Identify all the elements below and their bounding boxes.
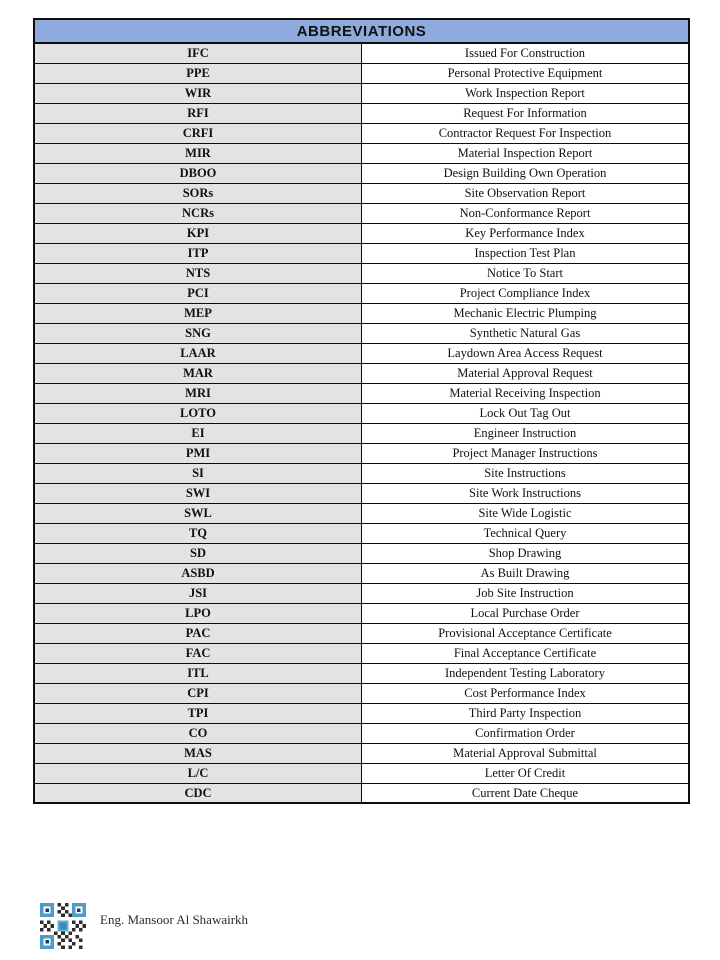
table-title: ABBREVIATIONS <box>34 19 689 43</box>
meaning-cell: Material Inspection Report <box>362 143 690 163</box>
meaning-cell: Request For Information <box>362 103 690 123</box>
abbreviations-table <box>33 18 690 804</box>
abbreviation-cell: MAR <box>34 363 362 383</box>
meaning-cell: Project Compliance Index <box>362 283 690 303</box>
meaning-cell: Final Acceptance Certificate <box>362 643 690 663</box>
meaning-cell: Material Approval Request <box>362 363 690 383</box>
table-header-row <box>34 19 689 43</box>
abbreviation-cell: NCRs <box>34 203 362 223</box>
abbreviation-cell: TPI <box>34 703 362 723</box>
table-row <box>34 403 689 423</box>
table-row <box>34 423 689 443</box>
table-row <box>34 483 689 503</box>
table-row <box>34 283 689 303</box>
meaning-cell: Work Inspection Report <box>362 83 690 103</box>
table-row <box>34 143 689 163</box>
abbreviation-cell: WIR <box>34 83 362 103</box>
meaning-cell: Design Building Own Operation <box>362 163 690 183</box>
abbreviation-cell: PAC <box>34 623 362 643</box>
table-row <box>34 43 689 63</box>
table-row <box>34 763 689 783</box>
abbreviation-cell: SWL <box>34 503 362 523</box>
abbreviation-cell: NTS <box>34 263 362 283</box>
abbreviation-cell: CRFI <box>34 123 362 143</box>
table-row <box>34 603 689 623</box>
table-row <box>34 83 689 103</box>
meaning-cell: Mechanic Electric Plumping <box>362 303 690 323</box>
table-row <box>34 523 689 543</box>
abbreviation-cell: CO <box>34 723 362 743</box>
abbreviation-cell: JSI <box>34 583 362 603</box>
table-row <box>34 563 689 583</box>
table-row <box>34 163 689 183</box>
meaning-cell: Site Instructions <box>362 463 690 483</box>
table-row <box>34 363 689 383</box>
meaning-cell: Technical Query <box>362 523 690 543</box>
abbreviation-cell: RFI <box>34 103 362 123</box>
table-row <box>34 183 689 203</box>
abbreviation-cell: PMI <box>34 443 362 463</box>
table-row <box>34 463 689 483</box>
meaning-cell: Site Work Instructions <box>362 483 690 503</box>
table-row <box>34 703 689 723</box>
abbreviation-cell: MAS <box>34 743 362 763</box>
abbreviation-cell: EI <box>34 423 362 443</box>
abbreviation-cell: SWI <box>34 483 362 503</box>
table-row <box>34 343 689 363</box>
meaning-cell: Key Performance Index <box>362 223 690 243</box>
table-row <box>34 683 689 703</box>
abbreviation-cell: MRI <box>34 383 362 403</box>
table-row <box>34 623 689 643</box>
abbreviation-cell: ASBD <box>34 563 362 583</box>
table-row <box>34 503 689 523</box>
meaning-cell: Provisional Acceptance Certificate <box>362 623 690 643</box>
footer <box>40 903 248 949</box>
abbreviation-cell: MIR <box>34 143 362 163</box>
author-name: Eng. Mansoor Al Shawairkh <box>100 912 249 927</box>
abbreviation-cell: CPI <box>34 683 362 703</box>
abbreviation-cell: IFC <box>34 43 362 63</box>
meaning-cell: Confirmation Order <box>362 723 690 743</box>
abbreviation-cell: MEP <box>34 303 362 323</box>
abbreviation-cell: CDC <box>34 783 362 803</box>
meaning-cell: Current Date Cheque <box>362 783 690 803</box>
table-row <box>34 583 689 603</box>
abbreviation-cell: PCI <box>34 283 362 303</box>
abbreviation-cell: LOTO <box>34 403 362 423</box>
meaning-cell: Contractor Request For Inspection <box>362 123 690 143</box>
table-row <box>34 783 689 803</box>
abbreviation-cell: LAAR <box>34 343 362 363</box>
meaning-cell: Notice To Start <box>362 263 690 283</box>
meaning-cell: Non-Conformance Report <box>362 203 690 223</box>
table-row <box>34 123 689 143</box>
qr-code-icon <box>40 903 86 949</box>
meaning-cell: Lock Out Tag Out <box>362 403 690 423</box>
meaning-cell: Project Manager Instructions <box>362 443 690 463</box>
meaning-cell: Letter Of Credit <box>362 763 690 783</box>
table-row <box>34 743 689 763</box>
abbreviation-cell: SD <box>34 543 362 563</box>
table-body <box>34 43 689 803</box>
table-row <box>34 643 689 663</box>
abbreviation-cell: ITL <box>34 663 362 683</box>
abbreviation-cell: TQ <box>34 523 362 543</box>
table-row <box>34 383 689 403</box>
table-row <box>34 543 689 563</box>
meaning-cell: Independent Testing Laboratory <box>362 663 690 683</box>
meaning-cell: Engineer Instruction <box>362 423 690 443</box>
table-row <box>34 303 689 323</box>
meaning-cell: Shop Drawing <box>362 543 690 563</box>
meaning-cell: Material Approval Submittal <box>362 743 690 763</box>
abbreviation-cell: FAC <box>34 643 362 663</box>
abbreviation-cell: KPI <box>34 223 362 243</box>
table-row <box>34 723 689 743</box>
abbreviation-cell: L/C <box>34 763 362 783</box>
table-row <box>34 63 689 83</box>
abbreviation-cell: SORs <box>34 183 362 203</box>
meaning-cell: Inspection Test Plan <box>362 243 690 263</box>
table-row <box>34 203 689 223</box>
meaning-cell: Third Party Inspection <box>362 703 690 723</box>
table-row <box>34 223 689 243</box>
meaning-cell: Issued For Construction <box>362 43 690 63</box>
table-row <box>34 663 689 683</box>
abbreviation-cell: SI <box>34 463 362 483</box>
table-row <box>34 443 689 463</box>
meaning-cell: Job Site Instruction <box>362 583 690 603</box>
table-row <box>34 263 689 283</box>
meaning-cell: Laydown Area Access Request <box>362 343 690 363</box>
meaning-cell: Synthetic Natural Gas <box>362 323 690 343</box>
table-row <box>34 243 689 263</box>
meaning-cell: Personal Protective Equipment <box>362 63 690 83</box>
abbreviation-cell: LPO <box>34 603 362 623</box>
meaning-cell: Site Wide Logistic <box>362 503 690 523</box>
abbreviation-cell: PPE <box>34 63 362 83</box>
abbreviation-cell: SNG <box>34 323 362 343</box>
abbreviation-cell: ITP <box>34 243 362 263</box>
meaning-cell: As Built Drawing <box>362 563 690 583</box>
table-row <box>34 323 689 343</box>
table-row <box>34 103 689 123</box>
abbreviation-cell: DBOO <box>34 163 362 183</box>
meaning-cell: Cost Performance Index <box>362 683 690 703</box>
meaning-cell: Local Purchase Order <box>362 603 690 623</box>
meaning-cell: Site Observation Report <box>362 183 690 203</box>
meaning-cell: Material Receiving Inspection <box>362 383 690 403</box>
